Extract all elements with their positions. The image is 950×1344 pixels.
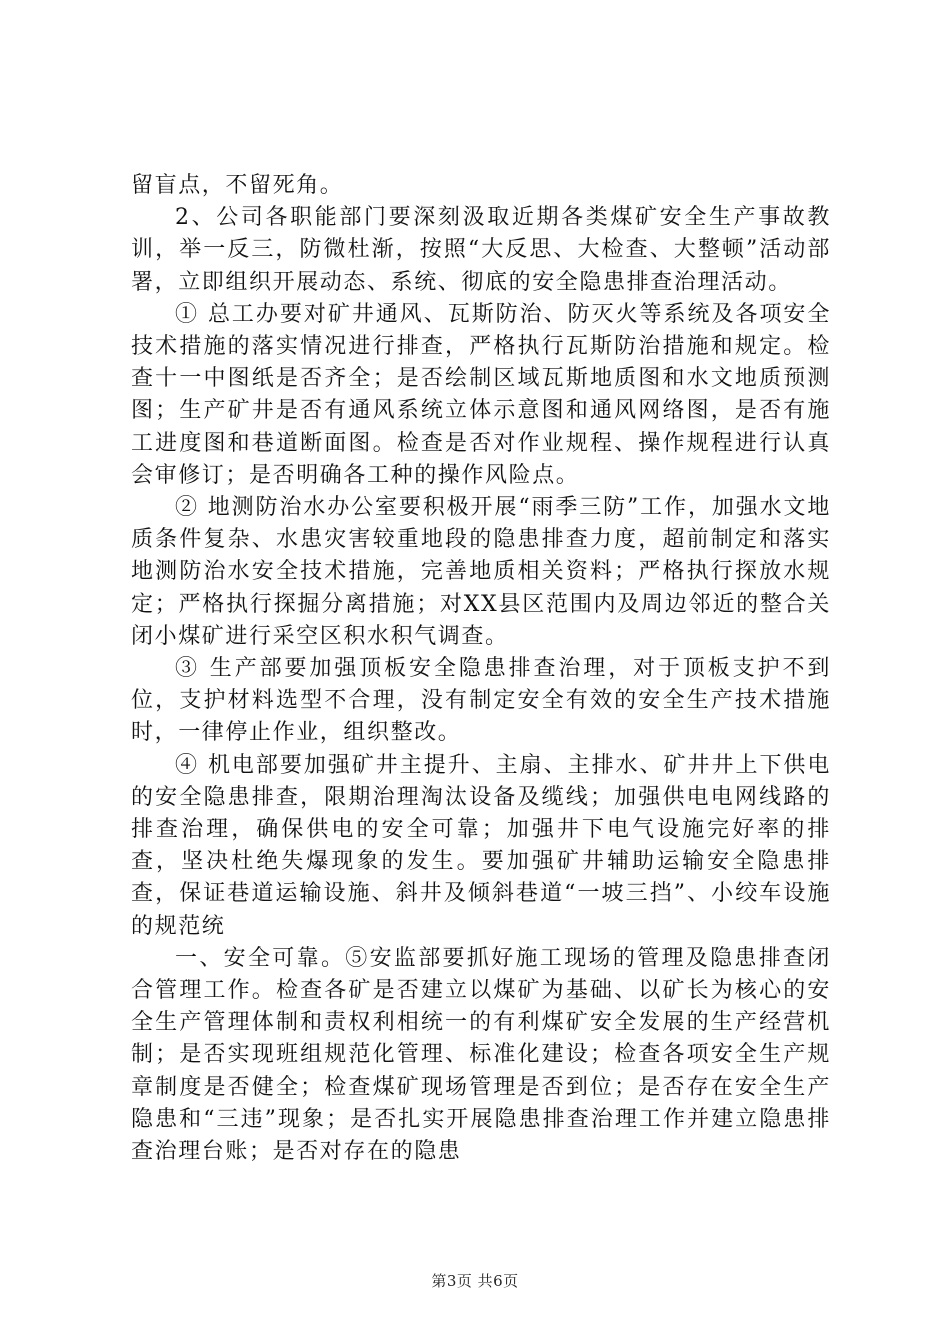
paragraph-continuation: 留盲点，不留死角。 (131, 173, 344, 198)
paragraph-item-circled-3: ③ 生产部要加强顶板安全隐患排查治理，对于顶板支护不到位，支护材料选型不合理，没有制定安全有效的安全生产技术措施时，一律停止作业，组织整改。 (131, 656, 831, 746)
page-number-footer: 第3页 共6页 (431, 1272, 519, 1290)
paragraph-item-circled-2: ② 地测防治水办公室要积极开展“雨季三防”工作，加强水文地质条件复杂、水患灾害较重地段的隐患排查力度，超前制定和落实地测防治水安全技术措施，完善地质相关资料；严格执行探放水规定；严格执行探掘分离措施；对XX县区范围内及周边邻近的整合关闭小煤矿进行采空区积水积气调查。 (131, 495, 831, 649)
document-body (131, 170, 831, 1168)
paragraph-item-circled-5: 一、安全可靠。⑤安监部要抓好施工现场的管理及隐患排查闭合管理工作。检查各矿是否建立以煤矿为基础、以矿长为核心的安全生产管理体制和责权利相统一的有利煤矿安全发展的生产经营机制；是否实现班组规范化管理、标准化建设；检查各项安全生产规章制度是否健全；检查煤矿现场管理是否到位；是否存在安全生产隐患和“三违”现象；是否扎实开展隐患排查治理工作并建立隐患排查治理台账；是否对存在的隐患 (131, 945, 831, 1165)
paragraph-item-2: 2、公司各职能部门要深刻汲取近期各类煤矿安全生产事故教训，举一反三，防微杜渐，按照“大反思、大检查、大整顿”活动部署，立即组织开展动态、系统、彻底的安全隐患排查治理活动。 (131, 205, 831, 295)
paragraph-item-circled-1: ① 总工办要对矿井通风、瓦斯防治、防灭火等系统及各项安全技术措施的落实情况进行排查，严格执行瓦斯防治措施和规定。检查十一中图纸是否齐全；是否绘制区域瓦斯地质图和水文地质预测图；生产矿井是否有通风系统立体示意图和通风网络图，是否有施工进度图和巷道断面图。检查是否对作业规程、操作规程进行认真会审修订；是否明确各工种的操作风险点。 (131, 301, 831, 488)
paragraph-item-circled-4: ④ 机电部要加强矿井主提升、主扇、主排水、矿井井上下供电的安全隐患排查，限期治理淘汰设备及缆线；加强供电电网线路的排查治理，确保供电的安全可靠；加强井下电气设施完好率的排查，坚决杜绝失爆现象的发生。要加强矿井辅助运输安全隐患排查，保证巷道运输设施、斜井及倾斜巷道“一坡三挡”、小绞车设施的规范统 (131, 752, 831, 939)
